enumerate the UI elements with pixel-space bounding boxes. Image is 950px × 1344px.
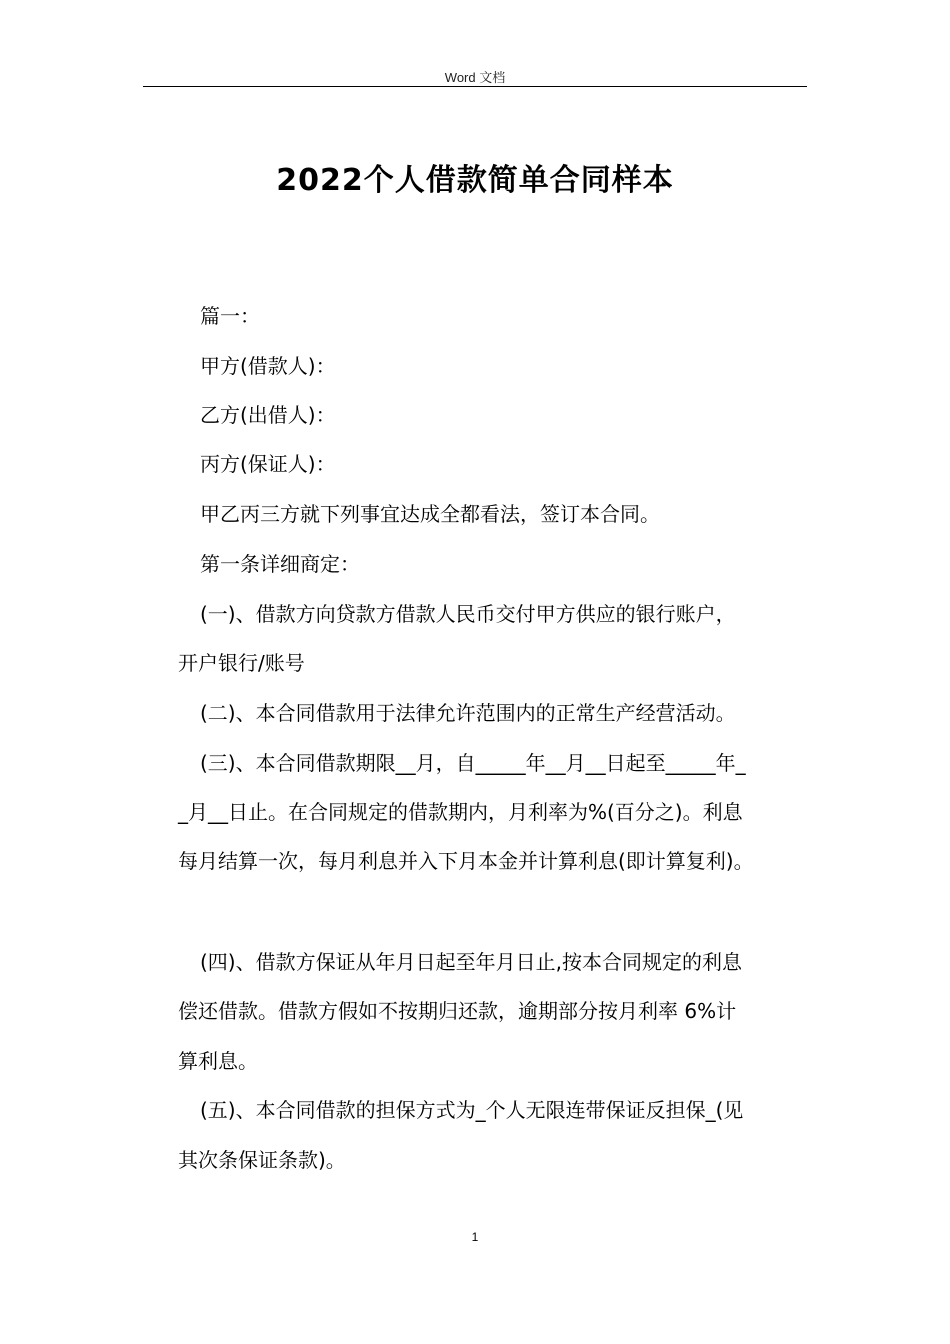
body-line: 甲乙丙三方就下列事宜达成全都看法，签订本合同。 xyxy=(200,502,660,526)
body-line: (二)、本合同借款用于法律允许范围内的正常生产经营活动。 xyxy=(200,701,736,725)
body-line: (一)、借款方向贷款方借款人民币交付甲方供应的银行账户， xyxy=(200,602,736,626)
document-body xyxy=(178,291,810,1191)
header-divider xyxy=(143,86,807,87)
body-line: 每月结算一次，每月利息并入下月本金并计算利息(即计算复利)。 xyxy=(178,849,754,873)
body-line: 乙方(出借人)： xyxy=(200,403,336,427)
body-line: 第一条详细商定： xyxy=(200,552,360,576)
body-line: 篇一： xyxy=(200,304,260,328)
page-header-label: Word 文档 xyxy=(444,70,506,85)
body-line: 其次条保证条款)。 xyxy=(178,1148,346,1172)
body-line: (五)、本合同借款的担保方式为_个人无限连带保证反担保_(见 xyxy=(200,1098,744,1122)
body-line: 丙方(保证人)： xyxy=(200,452,336,476)
page-number: 1 xyxy=(471,1230,479,1244)
body-line: _月__日止。在合同规定的借款期内，月利率为%(百分之)。利息 xyxy=(178,800,743,824)
body-line: (三)、本合同借款期限__月，自_____年__月__日起至_____年_ xyxy=(200,751,746,775)
body-line: 甲方(借款人)： xyxy=(200,354,336,378)
document-title: 2022个人借款简单合同样本 xyxy=(276,163,674,198)
body-line: 偿还借款。借款方假如不按期归还款，逾期部分按月利率 6%计 xyxy=(178,999,737,1023)
body-line: 开户银行/账号 xyxy=(178,651,305,675)
body-line: 算利息。 xyxy=(178,1049,258,1073)
body-line: (四)、借款方保证从年月日起至年月日止,按本合同规定的利息 xyxy=(200,950,742,974)
